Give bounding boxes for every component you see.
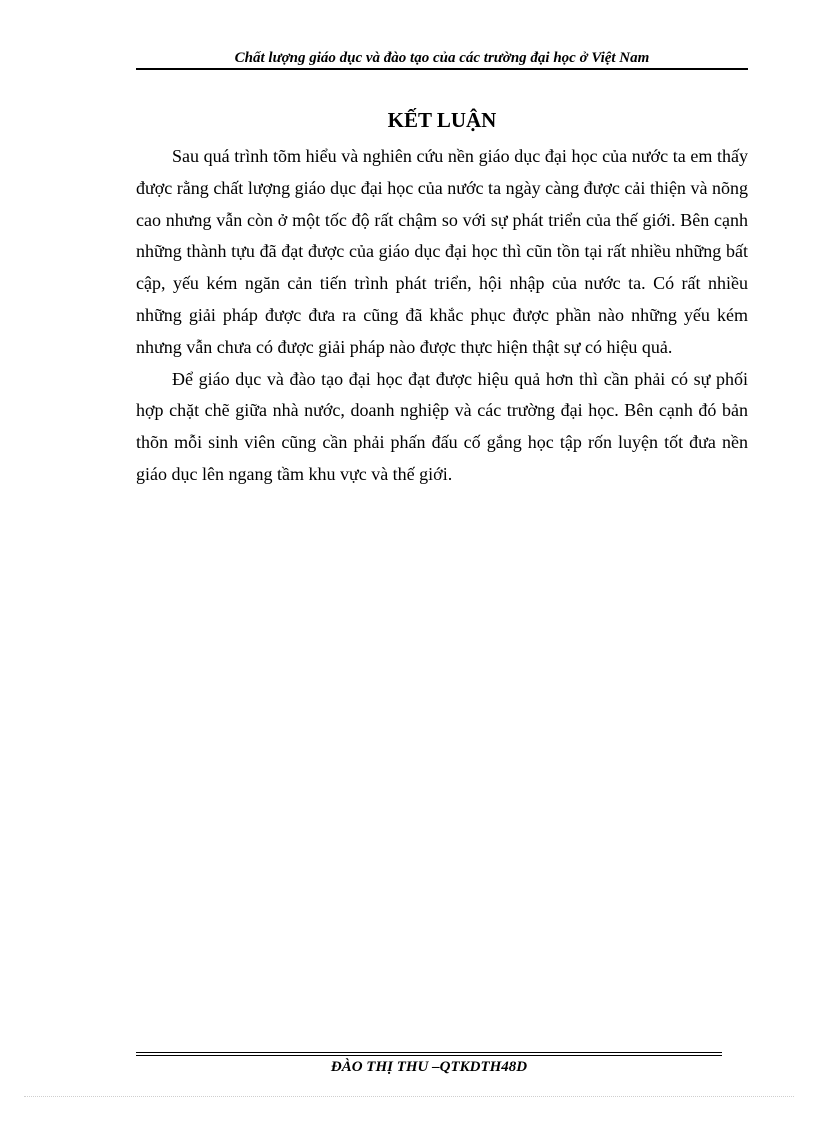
paragraph-1: Sau quá trình tõm hiểu và nghiên cứu nền giáo dục đại học của nước ta em thấy được rằng chất lượng giáo dục đại học của nước ta ngày càng được cải thiện và nõng cao nhưng vẫn còn ở một tốc độ rất chậm so với sự phát triển của thế giới. Bên cạnh những thành tựu đã đạt được của giáo dục đại học thì cũn tồn tại rất nhiều những bất cập, yếu kém ngăn cản tiến trình phát triển, hội nhập của nước ta. Có rất nhiều những giải pháp được đưa ra cũng đã khắc phục được phần nào những yếu kém nhưng vẫn chưa có được giải pháp nào được thực hiện thật sự có hiệu quả. — [136, 146, 748, 357]
page-bottom-edge — [24, 1096, 794, 1097]
footer-divider-bottom — [136, 1055, 722, 1056]
footer-author: ĐÀO THỊ THU –QTKDTH48D — [330, 1059, 528, 1075]
paragraph-2: Để giáo dục và đào tạo đại học đạt được hiệu quả hơn thì cần phải có sự phối hợp chặt chẽ giữa nhà nước, doanh nghiệp và các trường đại học. Bên cạnh đó bản thõn mỗi sinh viên cũng cần phải phấn đấu cố gắng học tập rốn luyện tốt đưa nền giáo dục lên ngang tầm khu vực và thế giới. — [136, 368, 748, 484]
running-header-title: Chất lượng giáo dục và đào tạo của các trường đại học ở Việt Nam — [234, 50, 650, 66]
footer-divider-top — [136, 1052, 722, 1053]
section-heading: KẾT LUẬN — [387, 108, 497, 132]
header-divider — [136, 68, 748, 70]
body-text — [136, 141, 748, 491]
